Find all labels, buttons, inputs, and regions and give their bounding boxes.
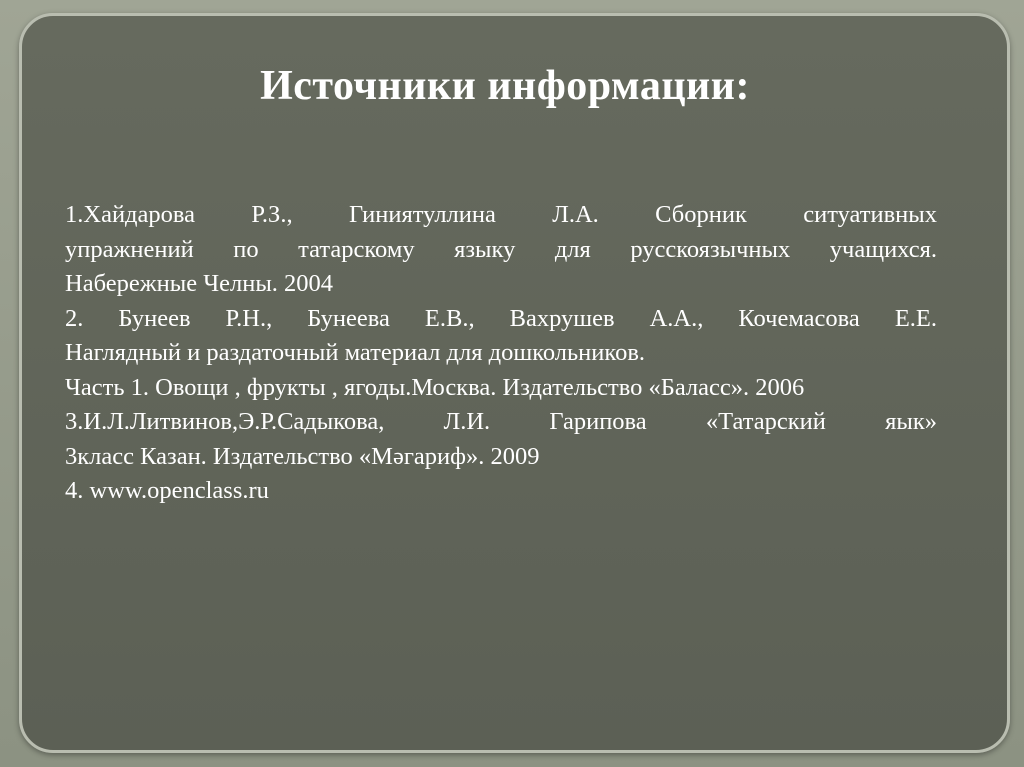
source-link: 4. www.openclass.ru	[65, 477, 269, 504]
source-line: 2. Бунеев Р.Н., Бунеева Е.В., Вахрушев А.А., Кочемасова Е.Е.	[65, 304, 937, 332]
source-item-3	[65, 405, 937, 474]
source-line: 3класс Казан. Издательство «Мәгариф». 2009	[65, 442, 540, 470]
sources-list	[65, 198, 937, 509]
source-line: 1.Хайдарова Р.З., Гиниятуллина Л.А. Сборник ситуативных	[65, 201, 937, 228]
source-item-2	[65, 302, 937, 406]
source-line: Набережные Челны. 2004	[65, 270, 334, 297]
source-line: упражнений по татарскому языку для русскоязычных учащихся.	[65, 235, 937, 263]
source-line: Наглядный и раздаточный материал для дошкольников.	[65, 339, 646, 366]
source-line: 3.И.Л.Литвинов,Э.Р.Садыкова, Л.И. Гарипова «Татарский яык»	[65, 408, 937, 435]
source-item-1	[65, 198, 937, 302]
source-item-4	[65, 474, 937, 509]
source-line: Часть 1. Овощи , фрукты , ягоды.Москва. Издательство «Баласс». 2006	[65, 373, 805, 401]
slide-title: Источники информации:	[260, 63, 750, 109]
